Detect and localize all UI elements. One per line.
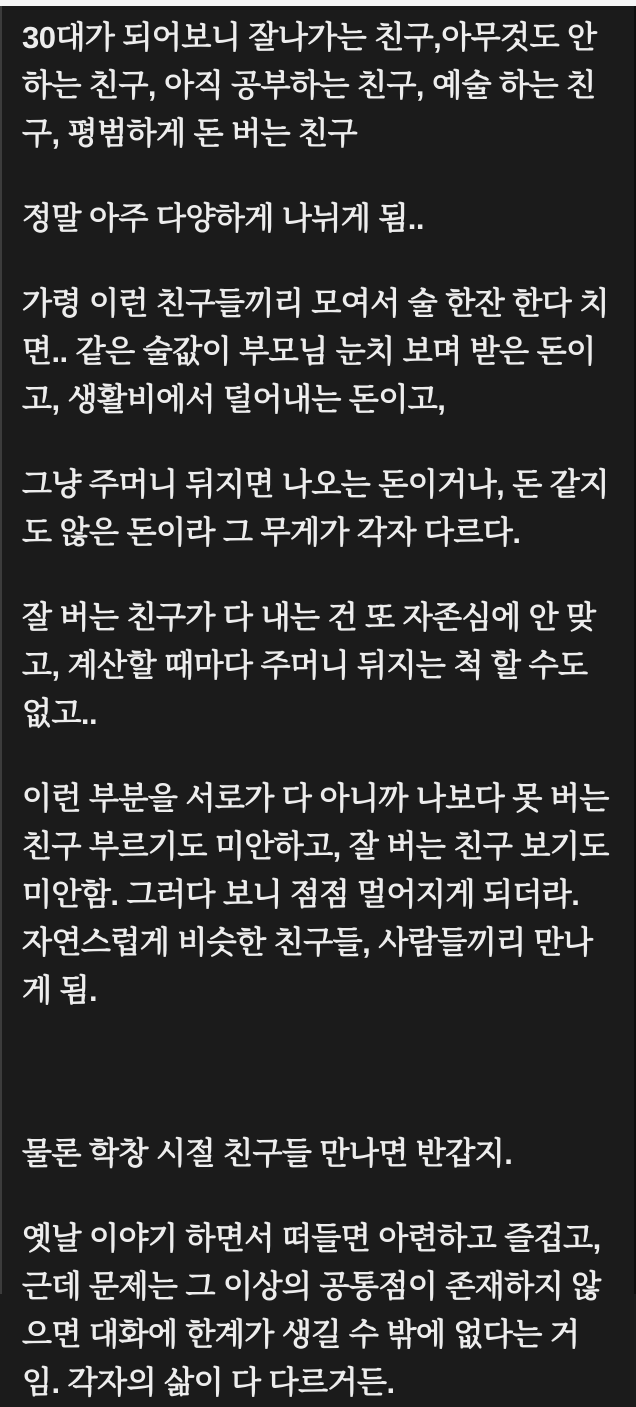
post-paragraph: 정말 아주 다양하게 나뉘게 됨..: [22, 201, 425, 236]
post-paragraph: 옛날 이야기 하면서 떠들면 아련하고 즐겁고, 근데 문제는 그 이상의 공통점이 존재하지 않으면 대화에 한계가 생길 수 밖에 없다는 거임. 각자의 삶이 다 다르거든.: [22, 1221, 601, 1400]
post-paragraph: 그냥 주머니 뒤지면 나오는 돈이거나, 돈 같지도 않은 돈이라 그 무게가 각자 다르다.: [22, 467, 609, 550]
post-body: [22, 14, 616, 1407]
post-paragraph: 물론 학창 시절 친구들 만나면 반갑지.: [22, 1136, 513, 1171]
post-surface: [0, 6, 636, 1400]
post-paragraph: 30대가 되어보니 잘나가는 친구,아무것도 안 하는 친구, 아직 공부하는 친구, 예술 하는 친구, 평범하게 돈 버는 친구: [22, 20, 597, 151]
post-paragraph: 가령 이런 친구들끼리 모여서 술 한잔 한다 치면.. 같은 술값이 부모님 눈치 보며 받은 돈이고, 생활비에서 덜어내는 돈이고,: [22, 286, 609, 417]
post-paragraph: 잘 버는 친구가 다 내는 건 또 자존심에 안 맞고, 계산할 때마다 주머니 뒤지는 척 할 수도 없고..: [22, 600, 596, 731]
post-paragraph: 이런 부분을 서로가 다 아니까 나보다 못 버는 친구 부르기도 미안하고, 잘 버는 친구 보기도 미안함. 그러다 보니 점점 멀어지게 되더라. 자연스럽게 비슷한 친구들, 사람들끼리 만나게 됨.: [22, 781, 609, 1008]
